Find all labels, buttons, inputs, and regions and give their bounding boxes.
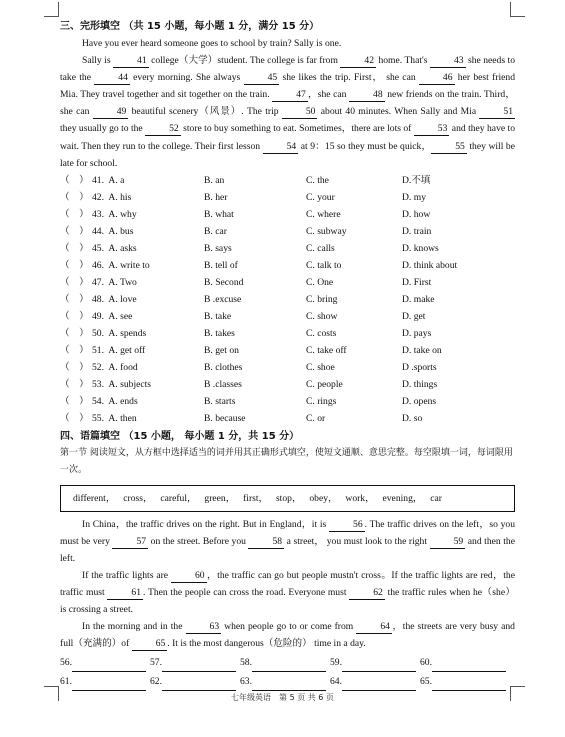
word-option: work， [345,492,380,504]
answer-slot [240,654,330,671]
option-b: B. her [204,191,228,203]
page-footer: 七年级英语 第 5 页 共 6 页 [231,693,334,702]
passage-text: . The traffic drives on the left，so you must be very [60,518,516,547]
question-row [60,257,515,274]
passage-text: every morning. She always [129,72,244,84]
word-option: car [430,492,447,504]
answer-number: 65. [420,676,432,688]
blank-59[interactable]: 59 [430,536,466,549]
option-b: B. tell of [204,259,238,271]
passage-paragraph [60,567,515,618]
answer-line[interactable] [72,678,146,691]
word-option: green， [204,492,241,504]
answer-bracket[interactable]: （ ） [60,395,94,407]
option-b: B. an [204,174,225,186]
option-c: C. talk to [306,259,342,271]
question-row [60,291,515,308]
blank-45[interactable]: 45 [244,72,280,85]
question-row [60,206,515,223]
option-a: A. bus [108,225,134,237]
option-d: D. my [402,191,426,203]
answer-number: 58. [240,657,252,669]
option-c: C. people [306,378,343,390]
option-d: D. knows [402,242,439,254]
option-c: C. where [306,208,341,220]
crop-mark-top-right [510,2,525,17]
answer-number: 59. [330,657,342,669]
question-row [60,172,515,189]
option-a: A. why [108,208,137,220]
option-b: B. starts [204,395,236,407]
blank-47[interactable]: 47 [272,89,308,102]
section4-title: 四、语篇填空 （15 小题， 每小题 1 分，共 15 分） [60,430,300,442]
option-b: B. clothes [204,361,243,373]
passage-paragraph [60,516,515,567]
answer-number: 57. [150,657,162,669]
option-a: A. subjects [108,378,152,390]
passage-text: If the traffic lights are [82,570,171,582]
answer-number: 62. [150,676,162,688]
option-c: C. calls [306,242,335,254]
blank-52[interactable]: 52 [145,123,181,136]
passage-text: beautiful scenery（风景）. The trip [128,106,282,118]
option-d: D. how [402,208,431,220]
answer-line[interactable] [162,678,236,691]
answer-line[interactable] [252,678,326,691]
answer-bracket[interactable]: （ ） [60,293,94,305]
answer-line[interactable] [162,659,236,672]
word-option: cross， [123,492,158,504]
passage-text: . Then the people can cross the road. Everyone must [143,587,350,599]
answer-slot [330,673,420,690]
answer-number: 64. [330,676,342,688]
word-option: different， [73,492,121,504]
option-d: D. opens [402,395,437,407]
option-d: D .sports [402,361,437,373]
option-d: D. things [402,378,438,390]
passage-paragraph [60,618,515,652]
option-d: D. get [402,310,426,322]
option-d: D. train [402,225,432,237]
question-row [60,308,515,325]
passage-text: . It is the most dangerous（危险的） time in a day. [167,638,366,650]
question-number: 48. [92,293,107,305]
answer-line[interactable] [252,659,326,672]
option-a: A. write to [108,259,150,271]
option-b: B. get on [204,344,239,356]
answer-lines [60,653,515,691]
option-c: C. take off [306,344,347,356]
passage-text: she needs to take the [60,55,516,84]
question-number: 43. [92,208,107,220]
option-b: B. what [204,208,234,220]
section3-intro: Have you ever heard someone goes to school by train? Sally is one. [82,38,342,49]
question-number: 50. [92,327,107,339]
passage-text: store to buy something to eat. Sometimes，there are lots of [180,123,414,135]
blank-50[interactable]: 50 [282,106,318,119]
exam-page [60,18,515,691]
question-number: 52. [92,361,107,373]
answer-slot [240,673,330,690]
answer-number: 63. [240,676,252,688]
answer-bracket[interactable]: （ ） [60,191,94,203]
passage-text: she likes the trip. First， she can [279,72,419,84]
option-b: B. because [204,412,246,424]
passage-text: the traffic rules when he（she） is crossing a street. [60,587,516,616]
question-list [60,172,515,427]
option-a: A. ends [108,395,138,407]
option-d: D. so [402,412,423,424]
option-c: C. rings [306,395,337,407]
answer-bracket[interactable]: （ ） [60,225,94,237]
answer-bracket[interactable]: （ ） [60,208,94,220]
option-d: D. First [402,276,432,288]
passage-text: ，she can [307,89,350,101]
passage-text: In the morning and in the [82,621,186,633]
word-box [60,485,515,512]
blank-48[interactable]: 48 [349,89,385,102]
answer-bracket[interactable]: （ ） [60,174,94,186]
section3-title: 三、完形填空 （共 15 小题，每小题 1 分，满分 15 分） [60,21,320,32]
answer-bracket[interactable]: （ ） [60,259,94,271]
cloze-passage [60,52,515,172]
option-c: C. the [306,174,329,186]
passage-text: and they have to wait. Then they run to the college. Their first lesson [60,123,515,152]
question-number: 46. [92,259,107,271]
question-row [60,376,515,393]
blank-61[interactable]: 61 [107,587,143,600]
answer-line[interactable] [432,659,506,672]
blank-63[interactable]: 63 [186,621,222,634]
word-option: careful， [160,492,202,504]
blank-60[interactable]: 60 [171,570,207,583]
option-a: A. asks [108,242,137,254]
passage-text: college（大学）student. The college is far from [148,55,341,67]
blank-46[interactable]: 46 [419,72,455,85]
option-a: A. then [108,412,137,424]
answer-row [60,672,515,691]
blank-51[interactable]: 51 [479,106,515,119]
answer-bracket[interactable]: （ ） [60,361,94,373]
passage-text: Sally is [82,55,114,67]
answer-number: 56. [60,657,72,669]
option-b: B. says [204,242,232,254]
option-a: A. Two [108,276,137,288]
answer-slot [60,673,150,690]
text-passage [60,516,515,653]
passage-text: they usually go to the [60,123,146,135]
option-b: B. takes [204,327,235,339]
answer-number: 60. [420,657,432,669]
option-c: C. or [306,412,326,424]
answer-bracket[interactable]: （ ） [60,310,94,322]
question-number: 49. [92,310,107,322]
blank-58[interactable]: 58 [248,536,284,549]
question-row [60,189,515,206]
passage-text: home. That's [376,55,430,67]
question-row [60,274,515,291]
answer-bracket[interactable]: （ ） [60,327,94,339]
option-c: C. shoe [306,361,335,373]
option-c: C. One [306,276,334,288]
option-c: C. show [306,310,338,322]
question-number: 55. [92,412,107,424]
blank-54[interactable]: 54 [263,141,299,154]
option-c: C. subway [306,225,347,237]
option-d: D.不填 [402,174,431,186]
question-number: 53. [92,378,107,390]
question-row [60,325,515,342]
blank-65[interactable]: 65 [132,638,168,651]
passage-text: they will be late for school. [60,140,515,169]
passage-text: at 9：15 so they must be quick， [298,140,432,152]
option-d: D. think about [402,259,458,271]
passage-text: ，the traffic can go but people mustn't cross。If the traffic lights are red，the traffic must [60,570,515,599]
blank-62[interactable]: 62 [349,587,385,600]
answer-slot [330,654,420,671]
word-option: first， [243,492,273,504]
passage-text: about 40 minutes. When Sally and Mia [317,106,480,118]
passage-text: ，the streets are very busy and full（充满的）of [60,621,515,650]
answer-row [60,653,515,672]
option-a: A. get off [108,344,146,356]
question-number: 51. [92,344,107,356]
passage-text: on the street. Before you [148,535,249,547]
question-number: 41. [92,174,107,186]
blank-55[interactable]: 55 [431,141,467,154]
word-option: stop， [275,492,307,504]
question-row [60,393,515,410]
blank-57[interactable]: 57 [112,536,148,549]
option-d: D. take on [402,344,442,356]
blank-53[interactable]: 53 [414,123,450,136]
option-a: A. food [108,361,138,373]
option-c: C. costs [306,327,337,339]
option-a: A. spends [108,327,147,339]
answer-bracket[interactable]: （ ） [60,378,94,390]
blank-56[interactable]: 56 [329,519,365,532]
answer-slot [420,654,510,671]
question-row [60,223,515,240]
answer-slot [150,673,240,690]
option-b: B .excuse [204,293,242,305]
question-number: 44. [92,225,107,237]
option-a: A. a [108,174,125,186]
question-row [60,359,515,376]
question-number: 54. [92,395,107,407]
blank-42[interactable]: 42 [340,55,376,68]
question-row [60,240,515,257]
answer-bracket[interactable]: （ ） [60,242,94,254]
answer-slot [420,673,510,690]
question-number: 45. [92,242,107,254]
blank-43[interactable]: 43 [430,55,466,68]
answer-bracket[interactable]: （ ） [60,412,94,424]
blank-44[interactable]: 44 [94,72,130,85]
option-d: D. make [402,293,435,305]
passage-text: In China，the traffic drives on the right. But in England，it is [82,518,330,530]
answer-line[interactable] [342,659,416,672]
option-a: A. his [108,191,132,203]
blank-64[interactable]: 64 [356,621,392,634]
answer-line[interactable] [72,659,146,672]
passage-text: and then the left. [60,535,515,564]
word-option: obey， [309,492,343,504]
section4-instruction: 第一节 阅读短文，从方框中选择适当的词并用其正确形式填空，使短文通顺、意思完整。每空限填一词，每词限用一次。 [60,447,513,475]
crop-mark-top-left [44,2,59,17]
answer-slot [150,654,240,671]
passage-text: new friends on the train. Third，she can [60,89,515,118]
option-b: B. car [204,225,227,237]
passage-text: her best friend Mia. They travel together and sit together on the train. [60,72,515,101]
word-option: evening， [382,492,428,504]
question-number: 42. [92,191,107,203]
question-number: 47. [92,276,107,288]
option-b: B .classes [204,378,242,390]
option-b: B. Second [204,276,244,288]
option-c: C. your [306,191,335,203]
answer-slot [60,654,150,671]
blank-49[interactable]: 49 [93,106,129,119]
option-a: A. love [108,293,137,305]
question-row [60,342,515,359]
option-a: A. see [108,310,133,322]
option-d: D. pays [402,327,432,339]
answer-number: 61. [60,676,72,688]
blank-41[interactable]: 41 [113,55,149,68]
answer-line[interactable] [342,678,416,691]
question-row [60,410,515,427]
option-b: B. take [204,310,232,322]
answer-line[interactable] [432,678,506,691]
answer-bracket[interactable]: （ ） [60,344,94,356]
answer-bracket[interactable]: （ ） [60,276,94,288]
passage-text: when people go to or come from [221,621,357,633]
option-c: C. bring [306,293,338,305]
passage-text: a street， you must look to the right [284,535,430,547]
